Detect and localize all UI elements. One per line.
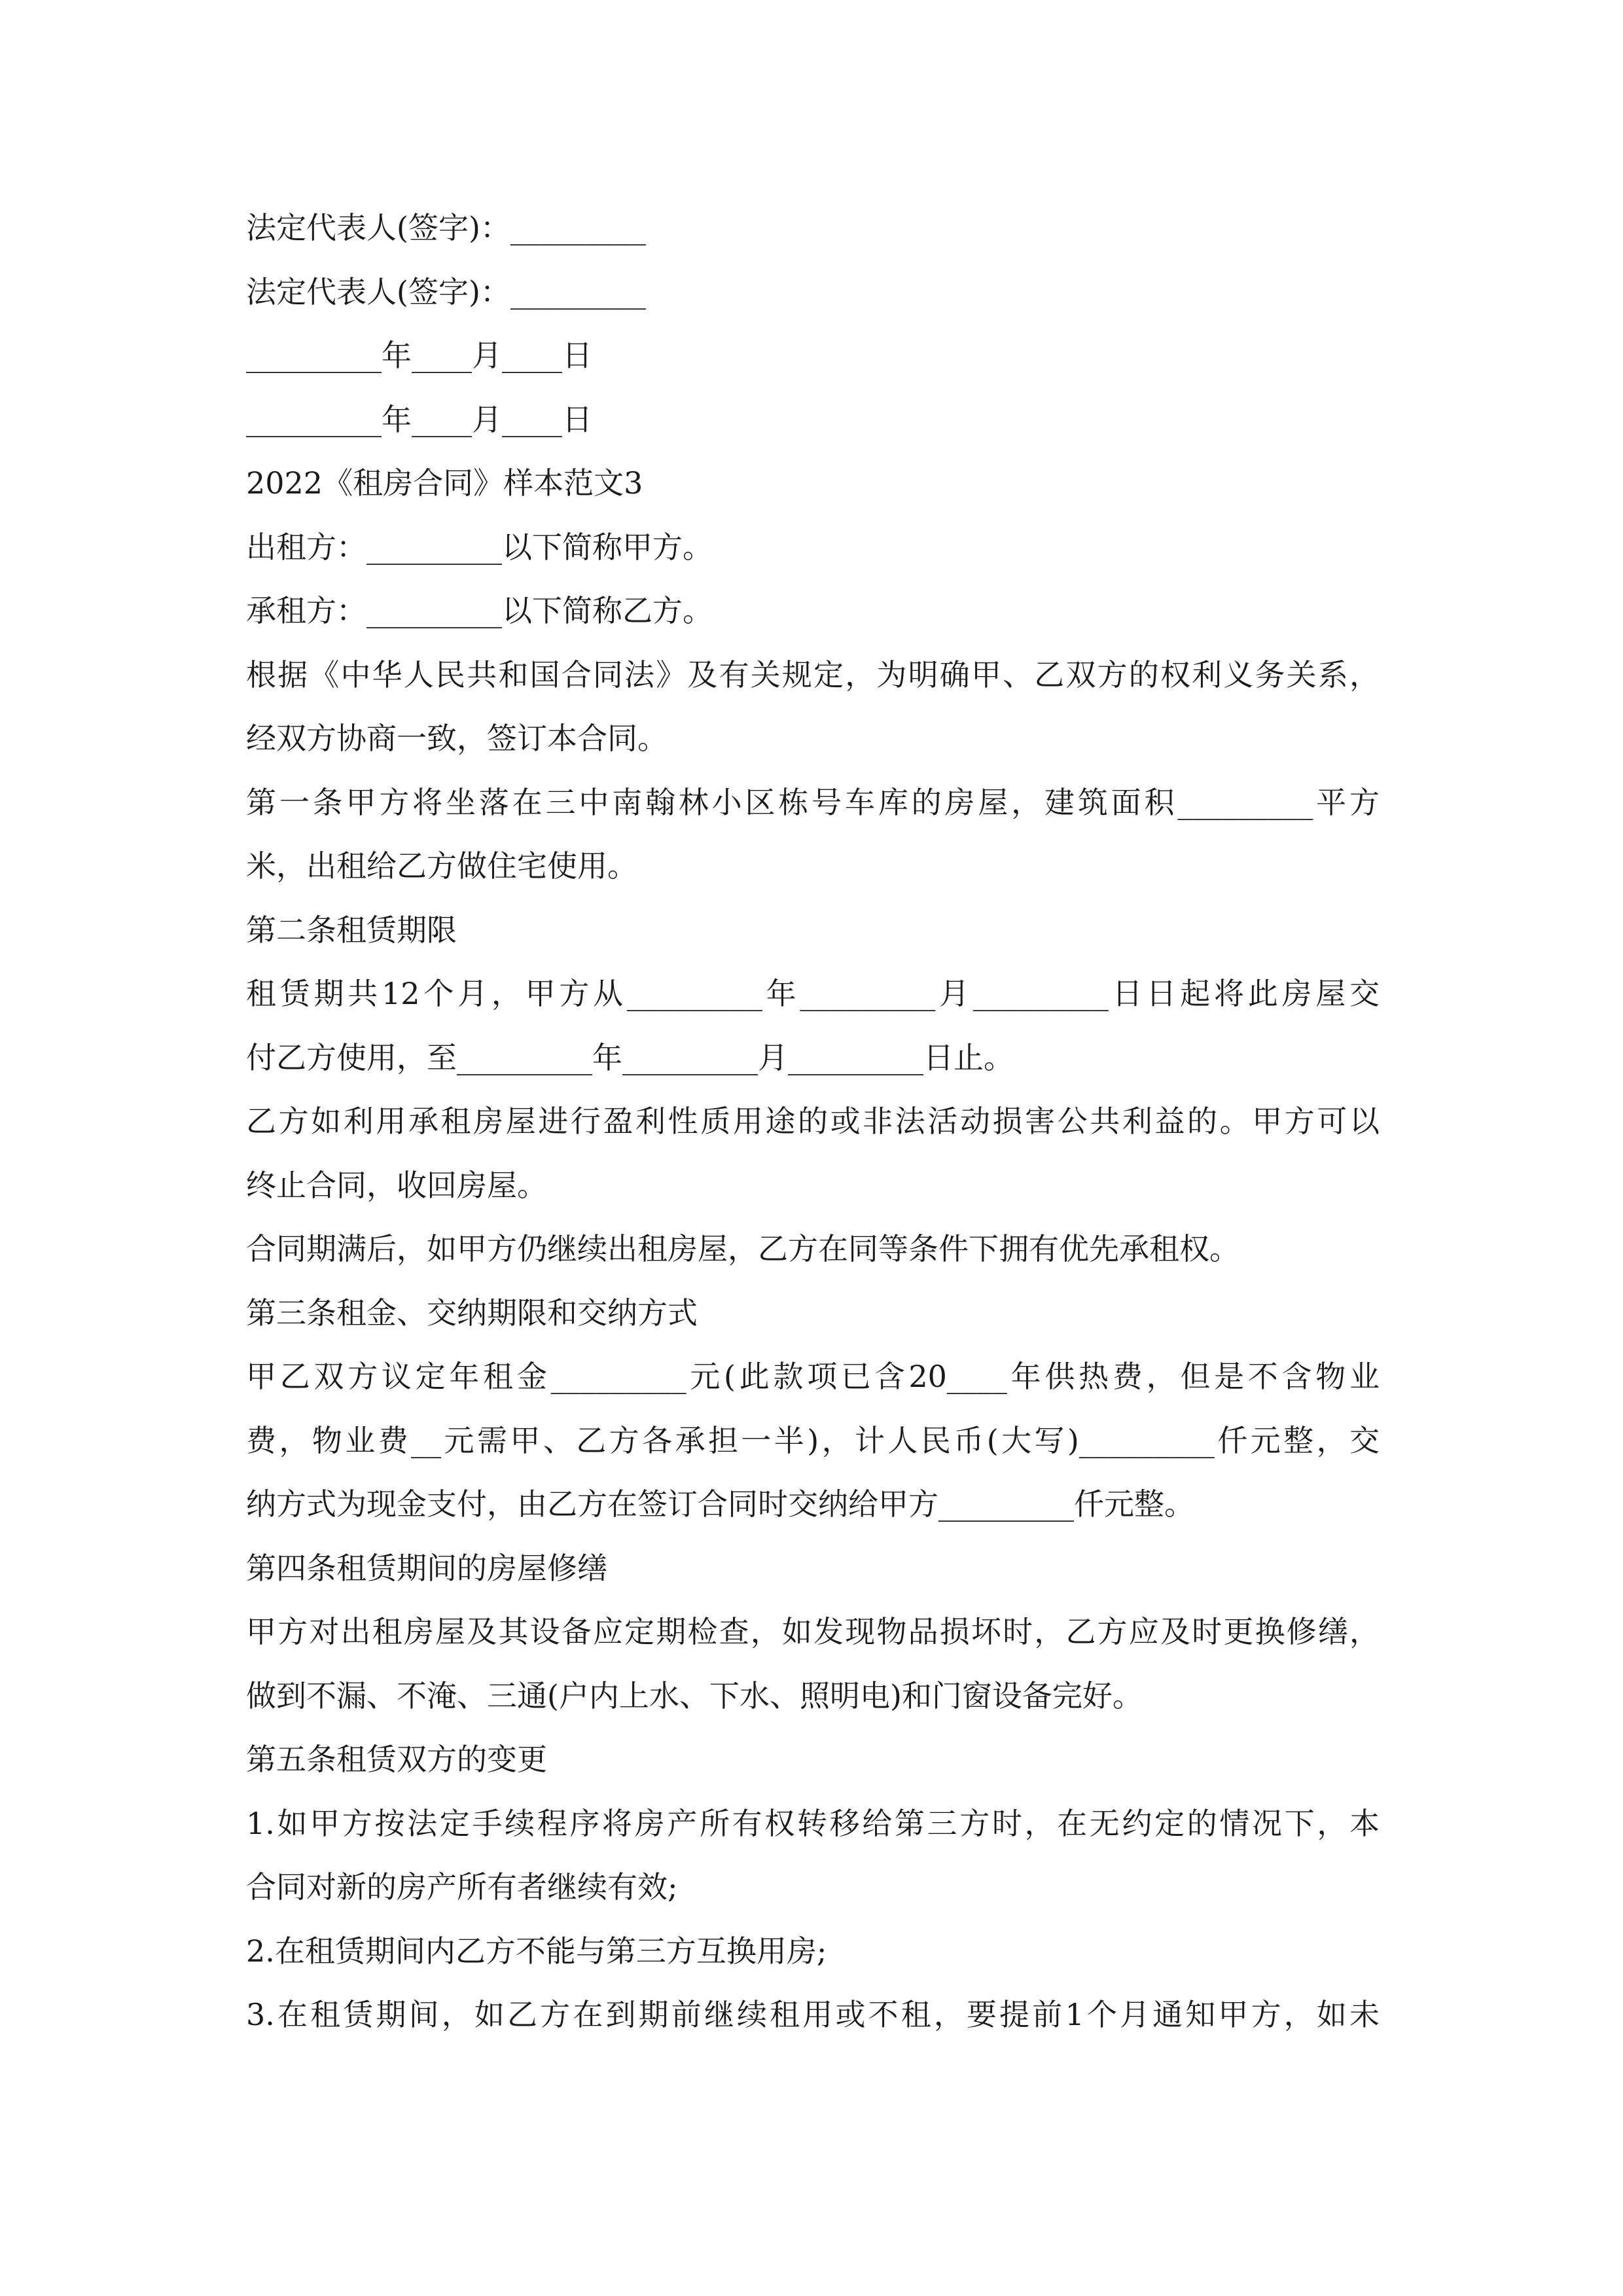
document-line: 根据《中华人民共和国合同法》及有关规定，为明确甲、乙双方的权利义务关系， (246, 656, 1380, 692)
document-line: _________年____月____日 (246, 401, 592, 437)
document-line: 3.在租赁期间，如乙方在到期前继续租用或不租，要提前1个月通知甲方，如未 (246, 1997, 1380, 2032)
document-body (246, 196, 1380, 2047)
document-line: 1.如甲方按法定手续程序将房产所有权转移给第三方时，在无约定的情况下，本 (246, 1805, 1380, 1841)
document-line: 法定代表人(签字)：_________ (246, 274, 646, 310)
document-line: _________年____月____日 (246, 338, 592, 373)
document-line: 纳方式为现金支付，由乙方在签订合同时交纳给甲方_________仟元整。 (246, 1486, 1194, 1522)
document-line: 终止合同，收回房屋。 (246, 1167, 547, 1203)
document-line: 承租方：_________以下简称乙方。 (246, 593, 713, 628)
document-line: 合同对新的房产所有者继续有效; (246, 1869, 678, 1905)
document-line: 做到不漏、不淹、三通(户内上水、下水、照明电)和门窗设备完好。 (246, 1677, 1143, 1713)
document-line: 乙方如利用承租房屋进行盈利性质用途的或非法活动损害公共利益的。甲方可以 (246, 1103, 1380, 1139)
document-line: 第二条租赁期限 (246, 912, 457, 948)
document-line: 2.在租赁期间内乙方不能与第三方互换用房; (246, 1933, 827, 1969)
document-line: 第五条租赁双方的变更 (246, 1742, 547, 1777)
document-line: 租赁期共12个月，甲方从_________年_________月_________日日起将此房屋交 (246, 976, 1380, 1011)
document-line: 合同期满后，如甲方仍继续出租房屋，乙方在同等条件下拥有优先承租权。 (246, 1231, 1240, 1266)
document-line: 法定代表人(签字)：_________ (246, 210, 646, 245)
document-line: 甲乙双方议定年租金_________元(此款项已含20____年供热费，但是不含物业 (246, 1359, 1380, 1394)
document-line: 甲方对出租房屋及其设备应定期检查，如发现物品损坏时，乙方应及时更换修缮， (246, 1614, 1380, 1649)
document-line: 第一条甲方将坐落在三中南翰林小区栋号车库的房屋，建筑面积_________平方 (246, 784, 1380, 820)
document-line: 经双方协商一致，签订本合同。 (246, 721, 668, 756)
document-line: 第四条租赁期间的房屋修缮 (246, 1550, 607, 1586)
document-line: 费，物业费__元需甲、乙方各承担一半)，计人民币(大写)_________仟元整，交 (246, 1422, 1380, 1458)
document-line: 2022《租房合同》样本范文3 (246, 465, 643, 501)
document-line: 第三条租金、交纳期限和交纳方式 (246, 1295, 698, 1331)
document-line: 米，出租给乙方做住宅使用。 (246, 848, 637, 884)
document-line: 付乙方使用，至_________年_________月_________日止。 (246, 1039, 1014, 1075)
document-line: 出租方：_________以下简称甲方。 (246, 529, 713, 565)
